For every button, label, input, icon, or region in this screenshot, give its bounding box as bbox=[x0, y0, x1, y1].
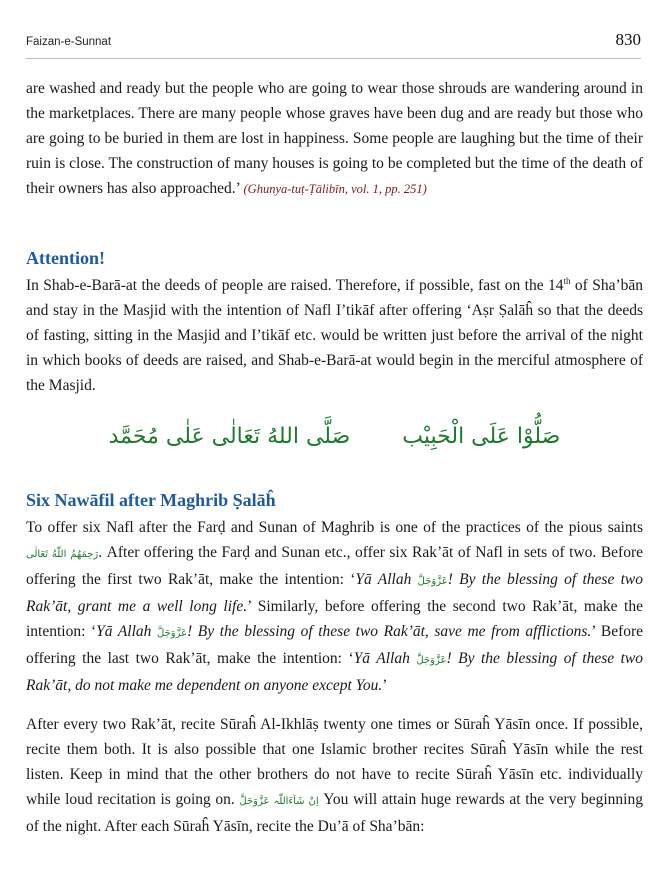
intention-text: ! By the blessing of these two Rak’āt, grant me a well long life. bbox=[26, 571, 644, 615]
ya-allah-text: Yā Allah bbox=[355, 571, 412, 588]
intention-text: ! By the blessing of these two Rak’āt, save me from afflictions. bbox=[187, 623, 592, 640]
paragraph-six-nawafil-2 bbox=[26, 712, 643, 839]
book-title: Faizan-e-Sunnat bbox=[26, 36, 112, 48]
paragraph-text: are washed and ready but the people who are going to wear those shrouds are wandering around in the marketplaces. There are many people whose graves have been dug and are ready but those who are going to be buried in them are lost in happiness. Some people are laughing but the time of their ruin is close. The construction of many houses is going to be completed but the time of the death of their owners has also approached.’ bbox=[26, 80, 643, 197]
honorific-inshallah: اِنْ شَآءَاللّٰہ عَزَّوَجَلَّ bbox=[239, 796, 319, 807]
paragraph-attention bbox=[26, 273, 643, 398]
text-segment: ’ Before offering the last two Rak’āt, make the intention: ‘ bbox=[26, 623, 644, 667]
honorific-azza: عَزَّوَجَلَّ bbox=[416, 655, 447, 666]
text-segment: . After offering the Farḍ and Sunan etc., offer six Rak’āt of Nafl in sets of two. Before offering the first two Rak’āt, make the intention: ‘ bbox=[26, 544, 643, 588]
text-segment: You will attain huge rewards at the very beginning of the night. After each Sūraĥ Yāsīn, recite the Du’ā of Sha’bān: bbox=[26, 791, 643, 835]
text-segment: ’ bbox=[382, 677, 388, 694]
heading-six-nawafil: Six Nawāfil after Maghrib Ṣalāĥ bbox=[26, 490, 276, 510]
attention-text-a: In Shab-e-Barā-at the deeds of people are raised. Therefore, if possible, fast on the 14 bbox=[26, 277, 564, 294]
attention-text-b: of Sha’bān and stay in the Masjid with the intention of Nafl I’tikāf after offering ‘Aṣr Ṣalāĥ so that the deeds of fasting, sitting in the Masjid and I’tikāf etc. would be written just before the arrival of the night in which books of deeds are raised, and Shab-e-Barā-at would begin in the merciful atmosphere of the Masjid. bbox=[26, 277, 644, 394]
page-header bbox=[26, 30, 641, 54]
salutation-left: صَلُّوْا عَلَی الْحَبِیْب bbox=[402, 424, 561, 449]
text-segment: After every two Rak’āt, recite Sūraĥ Al-Ikhlāṣ twenty one times or Sūraĥ Yāsīn once. If possible, recite them both. It is also possible that one Islamic brother recites Sūraĥ Yāsīn while the rest listen. Keep in mind that the other brothers do not have to recite Sūraĥ Yāsīn etc. individually while loud recitation is going on. bbox=[26, 716, 643, 808]
header-divider bbox=[26, 58, 641, 59]
honorific-azza: عَزَّوَجَلَّ bbox=[156, 628, 188, 639]
citation: (Ghunya-tuṭ-Ṭālibīn, vol. 1, pp. 251) bbox=[243, 182, 427, 196]
text-segment: ’ Similarly, before offering the second two Rak’āt, make the intention: ‘ bbox=[26, 598, 643, 640]
honorific-saints: رَحِمَهُمُ اللّٰهُ تَعَالٰی bbox=[26, 549, 99, 560]
salutation-line bbox=[26, 424, 643, 464]
ya-allah-text: Yā Allah bbox=[353, 650, 410, 667]
intention-text: ! By the blessing of these two Rak’āt, do not make me dependent on anyone except You. bbox=[26, 650, 644, 694]
page-body bbox=[26, 76, 643, 839]
heading-attention: Attention! bbox=[26, 248, 105, 268]
salutation-right: صَلَّى اللهُ تَعَالٰى عَلٰى مُحَمَّد bbox=[108, 424, 351, 449]
paragraph-six-nawafil-1 bbox=[26, 515, 643, 698]
text-segment: To offer six Nafl after the Farḍ and Sunan of Maghrib is one of the practices of the pious saints bbox=[26, 519, 643, 536]
paragraph-continuation bbox=[26, 76, 643, 202]
honorific-azza: عَزَّوَجَلَّ bbox=[417, 576, 448, 587]
page-number: 830 bbox=[615, 30, 641, 49]
paragraph-gap bbox=[26, 698, 643, 712]
ordinal-superscript: th bbox=[563, 275, 571, 286]
ya-allah-text: Yā Allah bbox=[96, 623, 152, 640]
